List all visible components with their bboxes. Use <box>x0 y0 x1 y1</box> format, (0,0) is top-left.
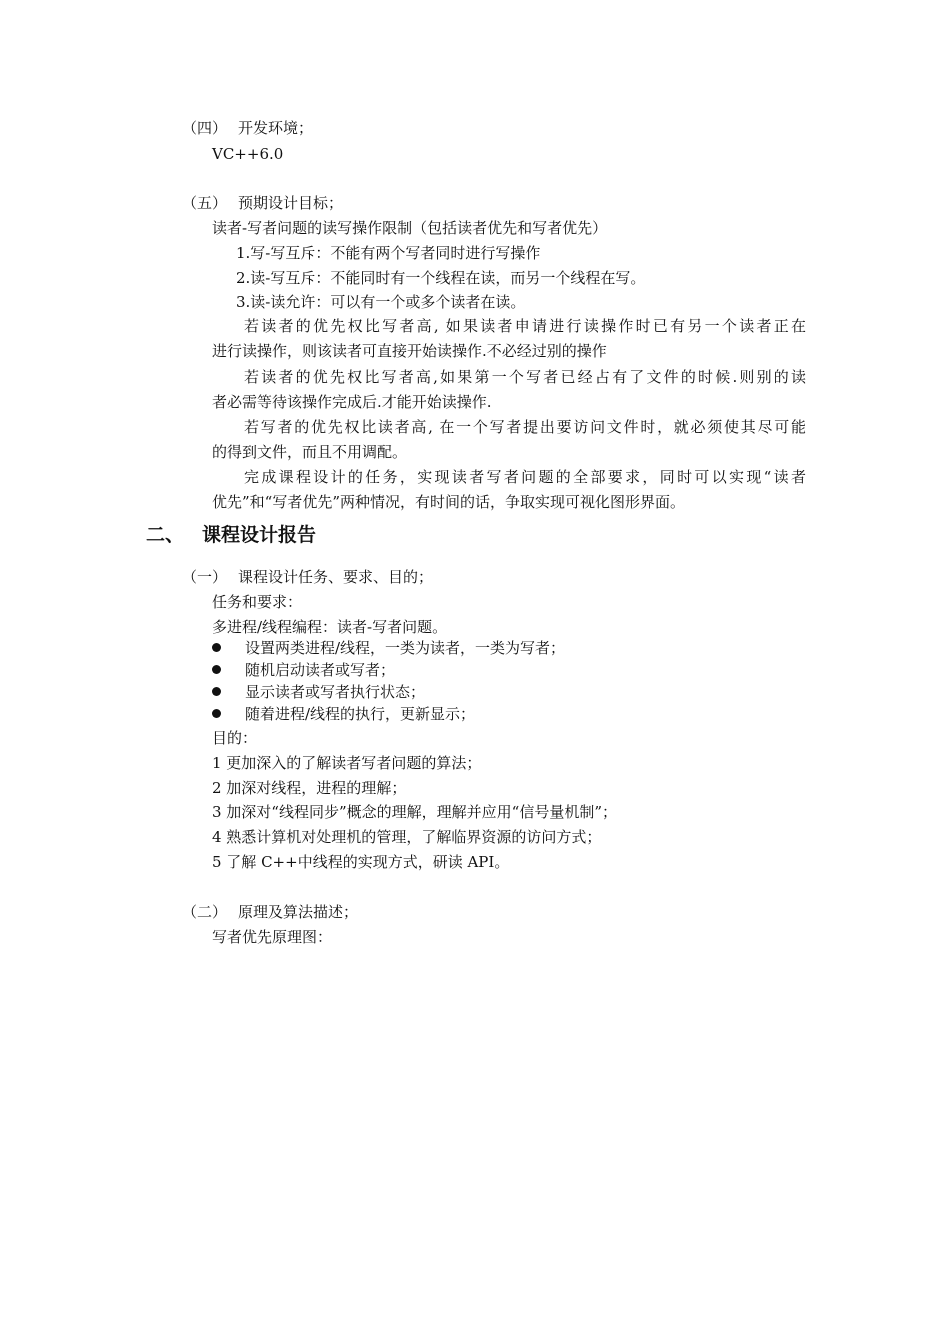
bullet-icon <box>212 643 221 652</box>
goal-item-5: 5 了解 C++中线程的实现方式，研读 API。 <box>212 853 510 871</box>
section-4-label: 开发环境； <box>238 119 314 137</box>
paragraph-course-task-line-1: 完成课程设计的任务，实现读者写者问题的全部要求，同时可以实现“读者 <box>244 468 806 486</box>
section-2-number: （二） <box>182 903 228 921</box>
paragraph-reader-priority-1-line-1: 若读者的优先权比写者高, 如果读者申请进行读操作时已有另一个读者正在 <box>244 317 806 335</box>
rule-write-write: 1.写-写互斥：不能有两个写者同时进行写操作 <box>236 244 541 262</box>
goal-item-2: 2 加深对线程，进程的理解； <box>212 779 407 797</box>
paragraph-writer-priority-line-2: 的得到文件，而且不用调配。 <box>212 443 408 461</box>
paragraph-reader-priority-2-line-1: 若读者的优先权比写者高,如果第一个写者已经占有了文件的时候.则别的读 <box>244 368 806 386</box>
paragraph-reader-priority-2-line-2: 者必需等待该操作完成后.才能开始读操作. <box>212 393 492 411</box>
bullet-icon <box>212 709 221 718</box>
chapter-2-title: 课程设计报告 <box>202 524 317 546</box>
paragraph-writer-priority-line-1: 若写者的优先权比读者高, 在一个写者提出要访问文件时，就必须使其尽可能 <box>244 418 806 436</box>
chapter-2-number: 二、 <box>146 524 185 546</box>
rule-read-read: 3.读-读允许：可以有一个或多个读者在读。 <box>236 293 526 311</box>
task-description: 多进程/线程编程：读者-写者问题。 <box>212 618 448 636</box>
section-2-label: 原理及算法描述； <box>238 903 359 921</box>
dev-environment-value: VC++6.0 <box>212 145 284 163</box>
paragraph-course-task-line-2: 优先”和“写者优先”两种情况，有时间的话，争取实现可视化图形界面。 <box>212 493 686 511</box>
diagram-caption: 写者优先原理图： <box>212 928 333 946</box>
bullet-item-3: 显示读者或写者执行状态； <box>245 683 426 701</box>
bullet-item-1: 设置两类进程/线程，一类为读者，一类为写者； <box>245 639 566 657</box>
bullet-icon <box>212 665 221 674</box>
goals-heading: 目的： <box>212 729 258 747</box>
goal-item-4: 4 熟悉计算机对处理机的管理，了解临界资源的访问方式； <box>212 828 602 846</box>
section-4-number: （四） <box>182 119 228 137</box>
section-1-number: （一） <box>182 568 228 586</box>
rule-read-write: 2.读-写互斥：不能同时有一个线程在读，而另一个线程在写。 <box>236 269 646 287</box>
bullet-item-4: 随着进程/线程的执行，更新显示； <box>245 705 476 723</box>
goal-item-3: 3 加深对“线程同步”概念的理解，理解并应用“信号量机制”； <box>212 803 617 821</box>
bullet-icon <box>212 687 221 696</box>
section-5-number: （五） <box>182 194 228 212</box>
task-heading: 任务和要求： <box>212 593 303 611</box>
section-5-label: 预期设计目标； <box>238 194 344 212</box>
section-1-label: 课程设计任务、要求、目的； <box>238 568 434 586</box>
goal-item-1: 1 更加深入的了解读者写者问题的算法； <box>212 754 482 772</box>
constraints-intro: 读者-写者问题的读写操作限制（包括读者优先和写者优先） <box>212 219 608 237</box>
paragraph-reader-priority-1-line-2: 进行读操作，则该读者可直接开始读操作.不必经过别的操作 <box>212 342 607 360</box>
bullet-item-2: 随机启动读者或写者； <box>245 661 396 679</box>
